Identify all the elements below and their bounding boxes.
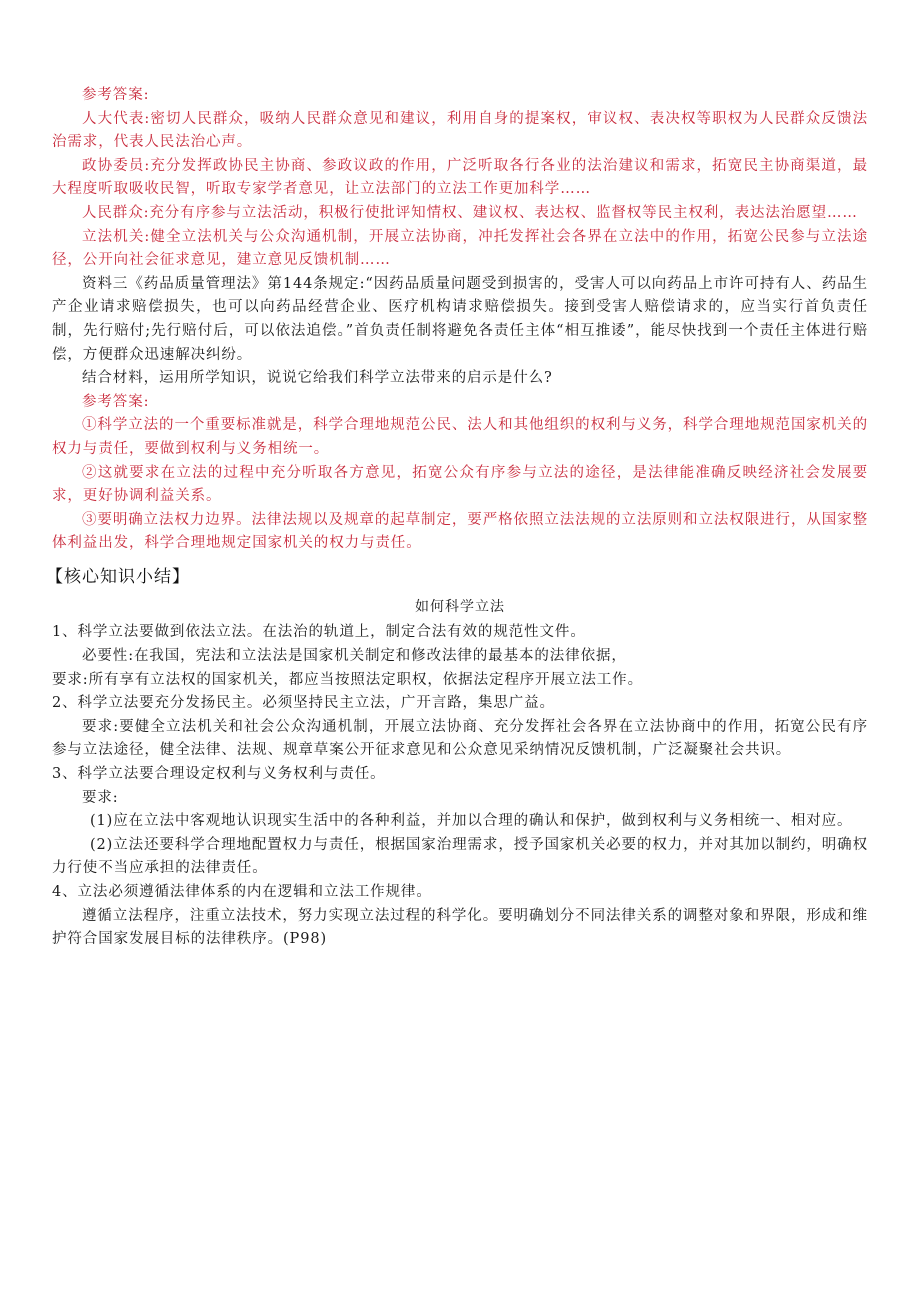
answer-legislature: 立法机关:健全立法机关与公众沟通机制，开展立法协商，冲托发挥社会各界在立法中的作用，拓宽公民参与立法途径，公开向社会征求意见，建立意见反馈机制…… (52, 228, 868, 269)
material3-answer-2: ②这就要求在立法的过程中充分听取各方意见，拓宽公众有序参与立法的途径，是法律能准确反映经济社会发展要求，更好协调利益关系。 (52, 464, 868, 505)
answer-label: 参考答案: (82, 87, 150, 103)
section1-answers (52, 84, 868, 273)
summary-point-1-necessity: 必要性:在我国，宪法和立法法是国家机关制定和修改法律的最基本的法律依据， (82, 648, 627, 665)
summary-heading: 【核心知识小结】 (46, 566, 190, 587)
summary-point-2-requirement: 要求:要健全立法机关和社会公众沟通机制，开展立法协商、充分发挥社会各界在立法协商中的作用，拓宽公民有序参与立法途径，健全法律、法规、规章草案公开征求意见和公众意见采纳情况反馈机制，广泛凝聚社会共识。 (52, 718, 868, 759)
summary-point-3: 3、科学立法要合理设定权利与义务权利与责任。 (52, 766, 386, 783)
material3-section (52, 273, 868, 556)
material3-text: 资料三《药品质量管理法》第144条规定:“因药品质量问题受到损害的，受害人可以向药品上市许可持有人、药品生产企业请求赔偿损失，也可以向药品经营企业、医疗机构请求赔偿损失。接到受害人赔偿请求的，应当实行首负责任制，先行赔付;先行赔付后，可以依法追偿。”首负责任制将避免各责任主体“相互推诿”，能尽快找到一个责任主体进行赔偿，方便群众迅速解决纠纷。 (52, 275, 868, 363)
summary-point-4: 4、立法必须遵循法律体系的内在逻辑和立法工作规律。 (52, 884, 432, 900)
summary-point-3-item-2: (2)立法还要科学合理地配置权力与责任，根据国家治理需求，授予国家机关必要的权力，并对其加以制约，明确权力行使不当应承担的法律责任。 (52, 836, 868, 877)
material3-answer-label: 参考答案: (82, 393, 150, 410)
answer-people: 人民群众:充分有序参与立法活动，积极行使批评知情权、建议权、表达权、监督权等民主权利，表达法治愿望…… (82, 204, 858, 221)
summary-point-2: 2、科学立法要充分发扬民主。必须坚持民主立法，广开言路，集思广益。 (52, 695, 555, 712)
material3-question: 结合材料，运用所学知识，说说它给我们科学立法带来的启示是什么? (82, 370, 553, 387)
summary-point-4-text: 遵循立法程序，注重立法技术，努力实现立法过程的科学化。要明确划分不同法律关系的调整对象和界限，形成和维护符合国家发展目标的法律秩序。(P98) (52, 907, 868, 948)
material3-answer-3: ③要明确立法权力边界。法律法规以及规章的起草制定，要严格依照立法法规的立法原则和立法权限进行，从国家整体利益出发，科学合理地规定国家机关的权力与责任。 (52, 511, 868, 552)
summary-point-3-label: 要求: (82, 789, 119, 806)
content-body (46, 84, 868, 952)
answer-npc-deputy: 人大代表:密切人民群众，吸纳人民群众意见和建议，利用自身的提案权，审议权、表决权等职权为人民群众反馈法治需求，代表人民法治心声。 (52, 110, 868, 151)
answer-cppcc-member: 政协委员:充分发挥政协民主协商、参政议政的作用，广泛听取各行各业的法治建议和需求，拓宽民主协商渠道，最大程度听取吸收民智，听取专家学者意见，让立法部门的立法工作更加科学…… (52, 157, 868, 198)
summary-point-1-requirement: 要求:所有享有立法权的国家机关，都应当按照法定职权，依据法定程序开展立法工作。 (52, 671, 643, 688)
summary-point-1: 1、科学立法要做到依法立法。在法治的轨道上，制定合法有效的规范性文件。 (52, 624, 586, 641)
summary-title: 如何科学立法 (415, 598, 505, 615)
material3-answer-1: ①科学立法的一个重要标准就是，科学合理地规范公民、法人和其他组织的权利与义务，科学合理地规范国家机关的权力与责任，要做到权利与义务相统一。 (52, 417, 868, 457)
summary-section (46, 564, 868, 952)
summary-point-3-item-1: (1)应在立法中客观地认识现实生活中的各种利益，并加以合理的确认和保护，做到权利与义务相统一、相对应。 (90, 813, 853, 830)
